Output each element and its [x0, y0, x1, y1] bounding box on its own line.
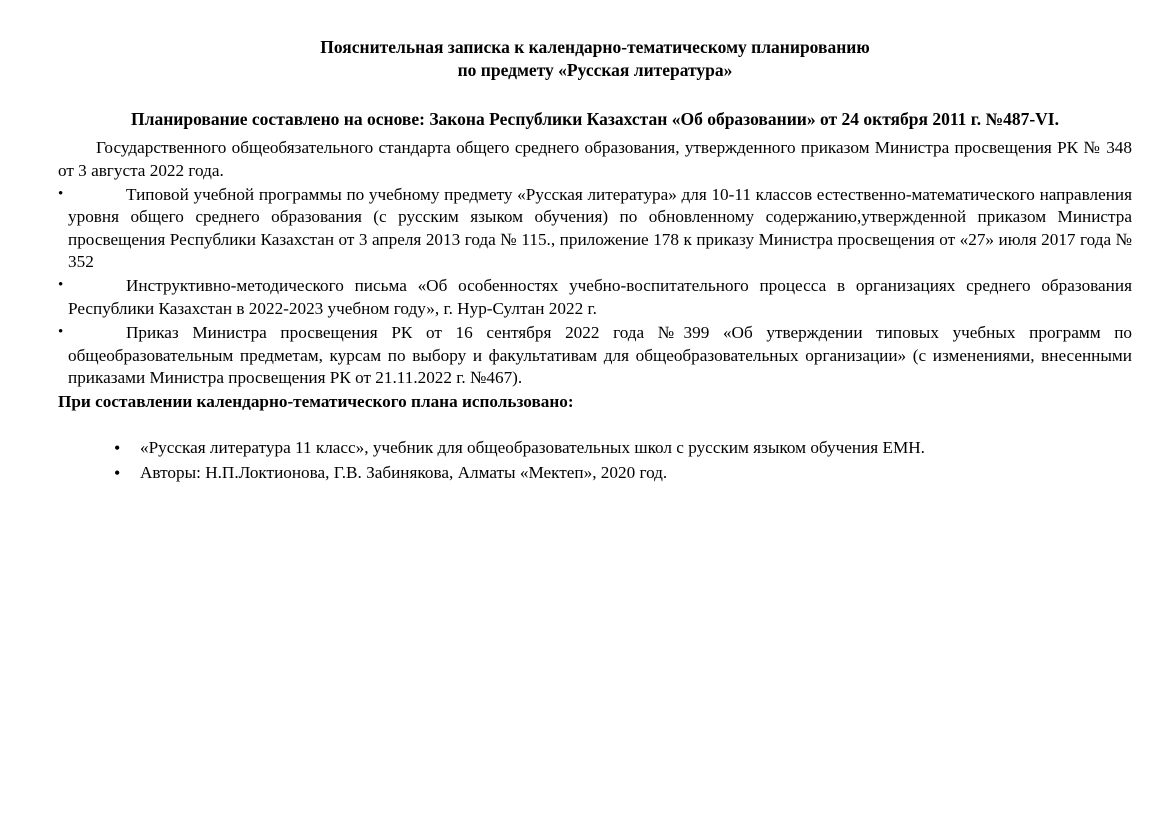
list-item — [58, 184, 1132, 273]
sources-heading: При составлении календарно-тематического плана использовано: — [58, 392, 574, 412]
list-item: • Авторы: Н.П.Локтионова, Г.В. Забинякова, Алматы «Мектеп», 2020 год. — [58, 461, 1132, 486]
list-item — [58, 322, 1132, 389]
list-item-text: Инструктивно-методического письма «Об особенностях учебно-воспитательного процесса в организациях среднего образования Республики Казахстан в 2022-2023 учебном году», г. Нур-Султан 2022 г. — [68, 276, 1132, 318]
bullet-marker: • — [58, 324, 64, 341]
bullet-marker: • — [58, 277, 64, 294]
page-title-line-2: по предмету «Русская литература» — [457, 60, 733, 81]
list-item-text: Типовой учебной программы по учебному предмету «Русская литература» для 10-11 классов естественно-математического направления уровня общего среднего образования (с русским языком обучения) по обновленному содержанию,утвержденной приказом Министра просвещения Республики Казахстан от 3 апреля 2013 года № 115., приложение 178 к приказу Министра просвещения от «27» июля 2017 года № 352 — [68, 185, 1132, 272]
bullet-marker: • — [58, 186, 64, 202]
page-title — [58, 36, 1132, 82]
page-title-line-1: Пояснительная записка к календарно-тематическому планированию — [320, 37, 870, 57]
list-item: • «Русская литература 11 класс», учебник для общеобразовательных школ с русским языком обучения ЕМН. — [58, 436, 1132, 461]
sources-list — [58, 436, 1132, 486]
paragraph-standard: Государственного общеобязательного стандарта общего среднего образования, утвержденного приказом Министра просвещения РК № 348 от 3 августа 2022 года. — [58, 138, 1132, 180]
list-item-text: Приказ Министра просвещения РК от 16 сентября 2022 года №399 «Об утверждении типовых учебных программ по общеобразовательным предметам, курсам по выбору и факультативам для общеобразовательных организации» (с изменениями, внесенными приказами Министра просвещения РК от 21.11.2022 г. №467). — [68, 323, 1132, 387]
document-subtitle: Планирование составлено на основе: Закона Республики Казахстан «Об образовании» от 24 октября 2011 г. №487-VI. — [131, 109, 1059, 130]
list-item — [58, 275, 1132, 320]
